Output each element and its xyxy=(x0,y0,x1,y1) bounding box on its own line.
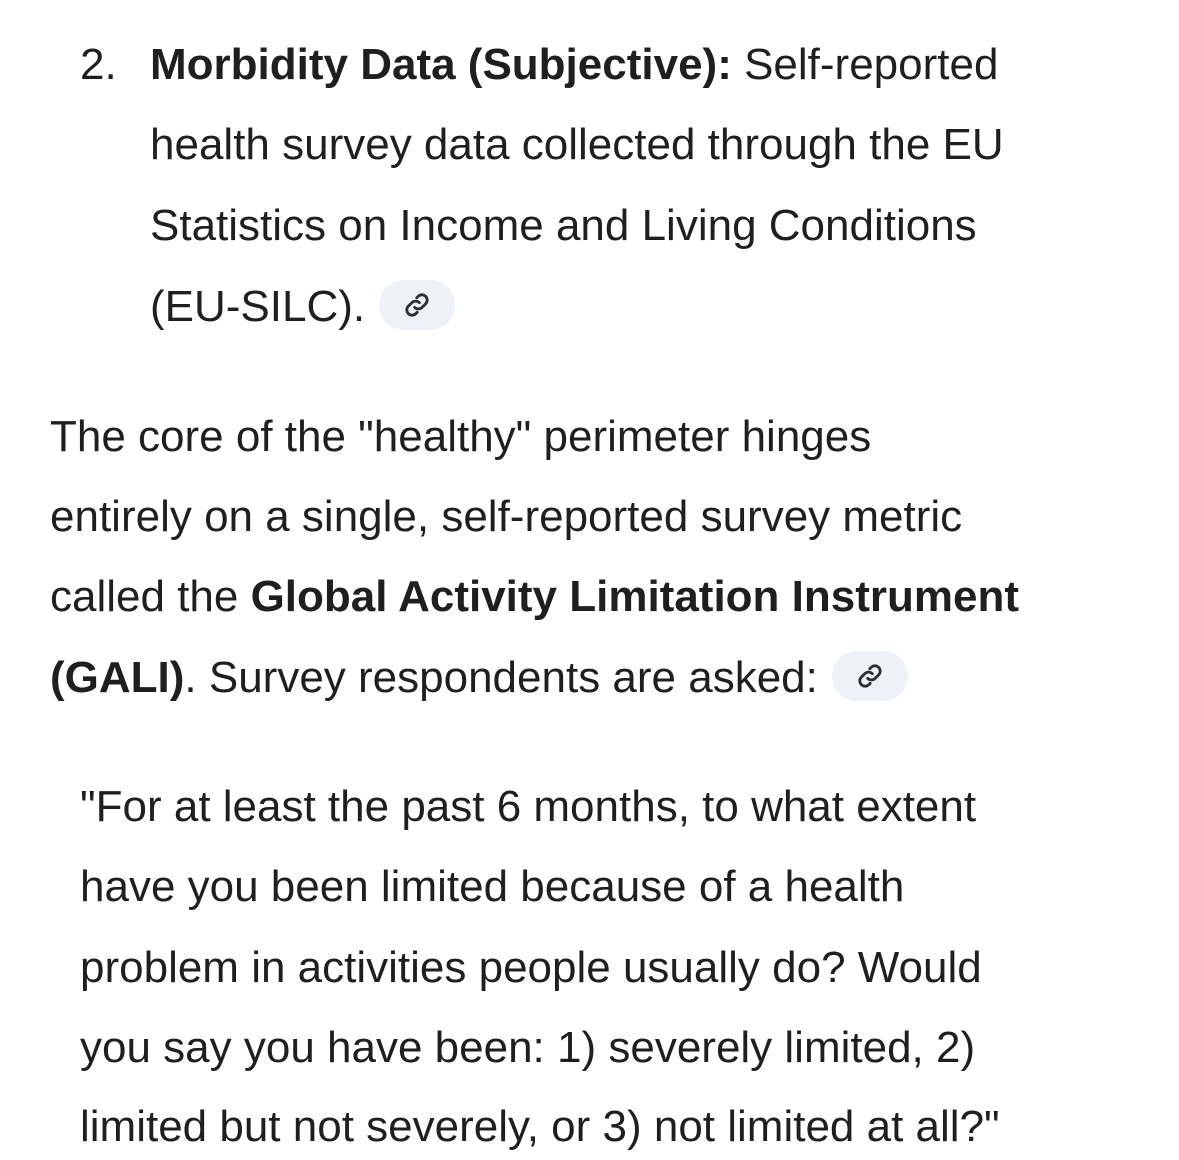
gali-term: Global Activity Limitation Instrument xyxy=(250,572,1020,621)
source-link-chip[interactable] xyxy=(832,651,908,701)
link-icon xyxy=(856,662,884,690)
quote-line-1: "For at least the past 6 months, to what extent xyxy=(80,782,977,831)
paragraph-line-3 xyxy=(50,571,1019,623)
list-item-text-4: (EU-SILC). xyxy=(150,282,366,331)
link-icon xyxy=(403,291,431,319)
quote-line-4: you say you have been: 1) severely limited, 2) xyxy=(80,1023,976,1072)
source-link-chip[interactable] xyxy=(379,280,455,330)
list-item-line-2: health survey data collected through the EU xyxy=(150,120,1004,169)
list-item-text-1: Self-reported xyxy=(731,40,999,89)
quote-line-3: problem in activities people usually do? Would xyxy=(80,943,982,992)
paragraph-line-4 xyxy=(50,652,908,705)
paragraph-line-2: entirely on a single, self-reported survey metric xyxy=(50,492,963,541)
quote-line-2: have you been limited because of a health xyxy=(80,862,905,911)
paragraph-text-4: . Survey respondents are asked: xyxy=(184,653,818,702)
paragraph-line-1: The core of the "healthy" perimeter hinges xyxy=(50,412,872,461)
list-number: 2. xyxy=(80,40,117,89)
list-item-line-4 xyxy=(150,281,455,334)
list-item-line-1 xyxy=(150,39,998,91)
list-item-title: Morbidity Data (Subjective): xyxy=(150,40,732,89)
gali-abbreviation: (GALI) xyxy=(50,653,185,702)
quote-line-5: limited but not severely, or 3) not limited at all?" xyxy=(80,1102,1000,1151)
paragraph-text-3: called the xyxy=(50,572,251,621)
list-item-line-3: Statistics on Income and Living Conditions xyxy=(150,201,977,250)
